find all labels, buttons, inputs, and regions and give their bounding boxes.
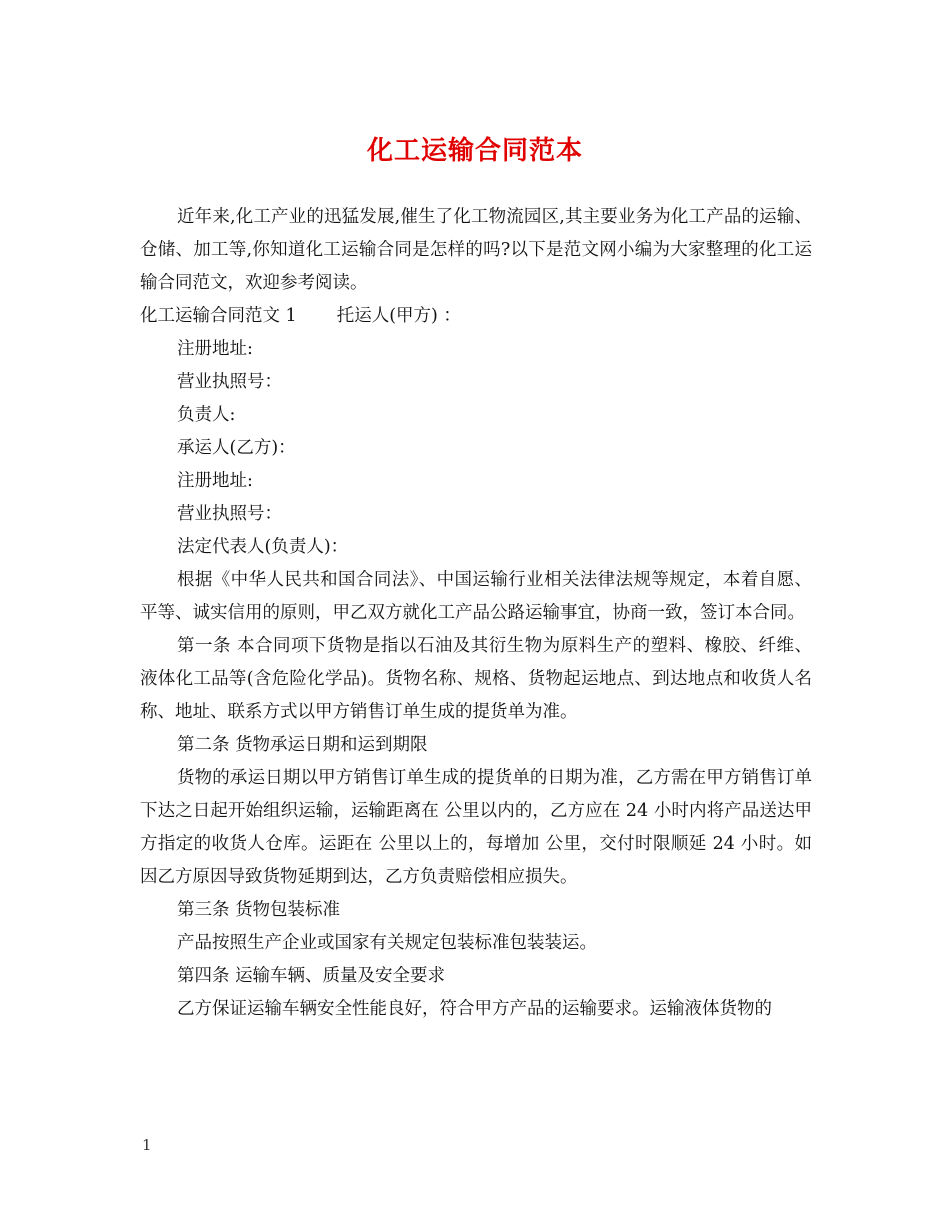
article-3-body: 产品按照生产企业或国家有关规定包装标准包装装运。 xyxy=(177,933,597,953)
sample-heading-line xyxy=(140,300,812,333)
field-carrier: 承运人(乙方)： xyxy=(177,438,296,458)
article-3-heading: 第三条 货物包装标准 xyxy=(177,900,341,920)
article-4-heading: 第四条 运输车辆、质量及安全要求 xyxy=(177,966,446,986)
article-1: 第一条 本合同项下货物是指以石油及其衍生物为原料生产的塑料、橡胶、纤维、液体化工品等(含危险化学品)。货物名称、规格、货物起运地点、到达地点和收货人名称、地址、联系方式以甲方销售订单生成的提货单为准。 xyxy=(140,636,812,722)
field-carrier-license: 营业执照号： xyxy=(177,504,282,524)
field-registered-address: 注册地址: xyxy=(177,339,253,359)
article-4-body: 乙方保证运输车辆安全性能良好，符合甲方产品的运输要求。运输液体货物的 xyxy=(177,999,772,1019)
contract-preamble: 根据《中华人民共和国合同法》、中国运输行业相关法律法规等规定，本着自愿、平等、诚实信用的原则，甲乙双方就化工产品公路运输事宜，协商一致，签订本合同。 xyxy=(140,570,812,623)
document-title: 化工运输合同范本 xyxy=(366,136,583,166)
page-number: 1 xyxy=(142,1136,152,1154)
article-2-body: 货物的承运日期以甲方销售订单生成的提货单的日期为准，乙方需在甲方销售订单下达之日起开始组织运输，运输距离在 公里以内的，乙方应在 24 小时内将产品送达甲方指定的收货人仓库。运距在 公里以上的，每增加 公里，交付时限顺延 24 小时。如因乙方原因导致货物延期到达，乙方负责赔偿相应损失。 xyxy=(140,768,812,887)
field-carrier-address: 注册地址: xyxy=(177,471,253,491)
field-person-in-charge: 负责人: xyxy=(177,405,236,425)
intro-paragraph: 近年来,化工产业的迅猛发展,催生了化工物流园区,其主要业务为化工产品的运输、仓储、加工等,你知道化工运输合同是怎样的吗?以下是范文网小编为大家整理的化工运输合同范文，欢迎参考阅读。 xyxy=(140,207,812,293)
article-2-heading: 第二条 货物承运日期和运到期限 xyxy=(177,735,428,755)
field-business-license: 营业执照号： xyxy=(177,372,282,392)
document-body xyxy=(140,201,812,1026)
field-legal-representative: 法定代表人(负责人)： xyxy=(177,537,349,557)
sample-heading: 化工运输合同范文 1 xyxy=(140,306,297,326)
shipper-label: 托运人(甲方) ： xyxy=(336,306,461,326)
